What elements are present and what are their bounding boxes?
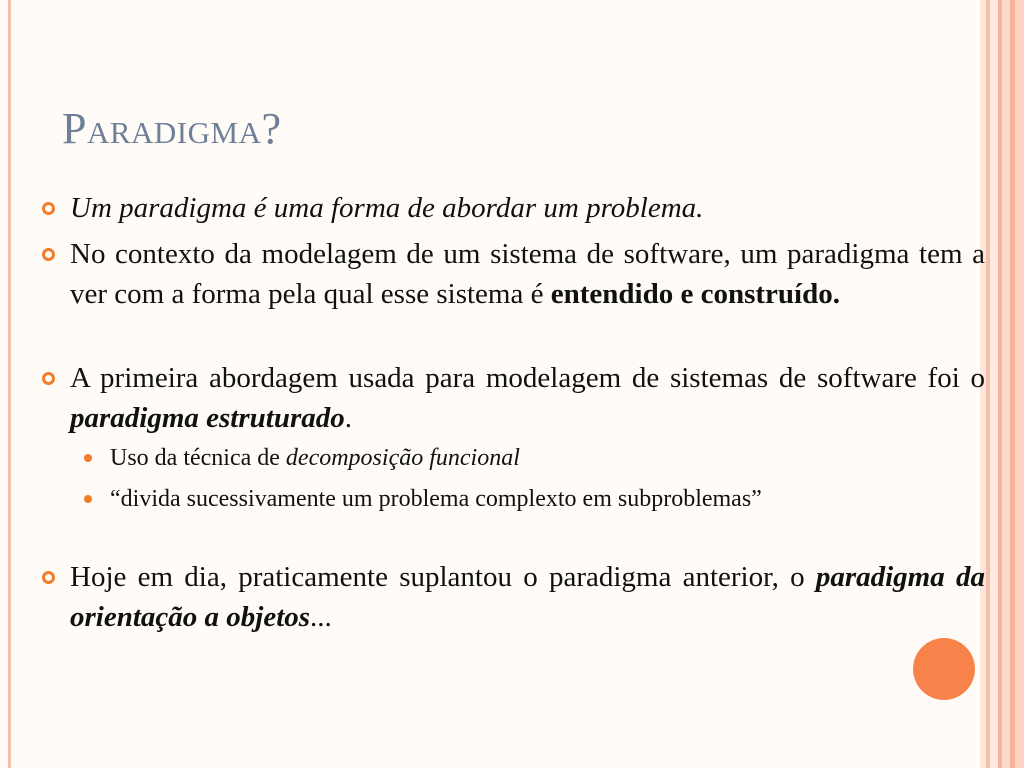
right-decorative-stripes [980,0,1024,768]
circle-bullet-icon [42,372,55,385]
bullet-item [42,188,985,228]
sub-bullet-text: “divida sucessivamente um problema complexto em subproblemas” [110,486,762,512]
bullet-item [42,358,985,438]
circle-bullet-icon [42,571,55,584]
bullet-text: No contexto da modelagem de um sistema de software, um paradigma tem a ver com a forma pela qual esse sistema é [70,238,985,310]
decorative-orange-circle [913,638,975,700]
bullet-bold-italic-text: paradigma estruturado [70,402,345,434]
sub-bullet-text: Uso da técnica de [110,445,286,471]
sub-bullet-item [42,482,985,517]
stripe [990,0,998,768]
bullet-text: A primeira abordagem usada para modelagem de sistemas de software foi o [70,362,985,394]
stripe [1015,0,1024,768]
left-decorative-line [8,0,11,768]
stripe [1002,0,1010,768]
bullet-bold-italic-text: paradigma da orientação a objetos [70,561,985,633]
slide-title: Paradigma? [62,104,282,153]
circle-bullet-icon [42,248,55,261]
slide-content [42,188,985,637]
dot-bullet-icon [84,454,92,462]
circle-bullet-icon [42,202,55,215]
sub-bullet-italic-text: decomposição funcional [285,445,520,471]
bullet-text: Um paradigma é uma forma de abordar um problema. [70,192,704,224]
bullet-text-end: . [344,402,352,434]
bullet-text-end: ... [310,601,332,633]
dot-bullet-icon [84,495,92,503]
sub-bullet-item [42,441,985,476]
bullet-item [42,234,985,314]
bullet-item [42,557,985,637]
bullet-bold-text: entendido e construído. [550,278,840,310]
bullet-text: Hoje em dia, praticamente suplantou o paradigma anterior, o [70,561,816,593]
